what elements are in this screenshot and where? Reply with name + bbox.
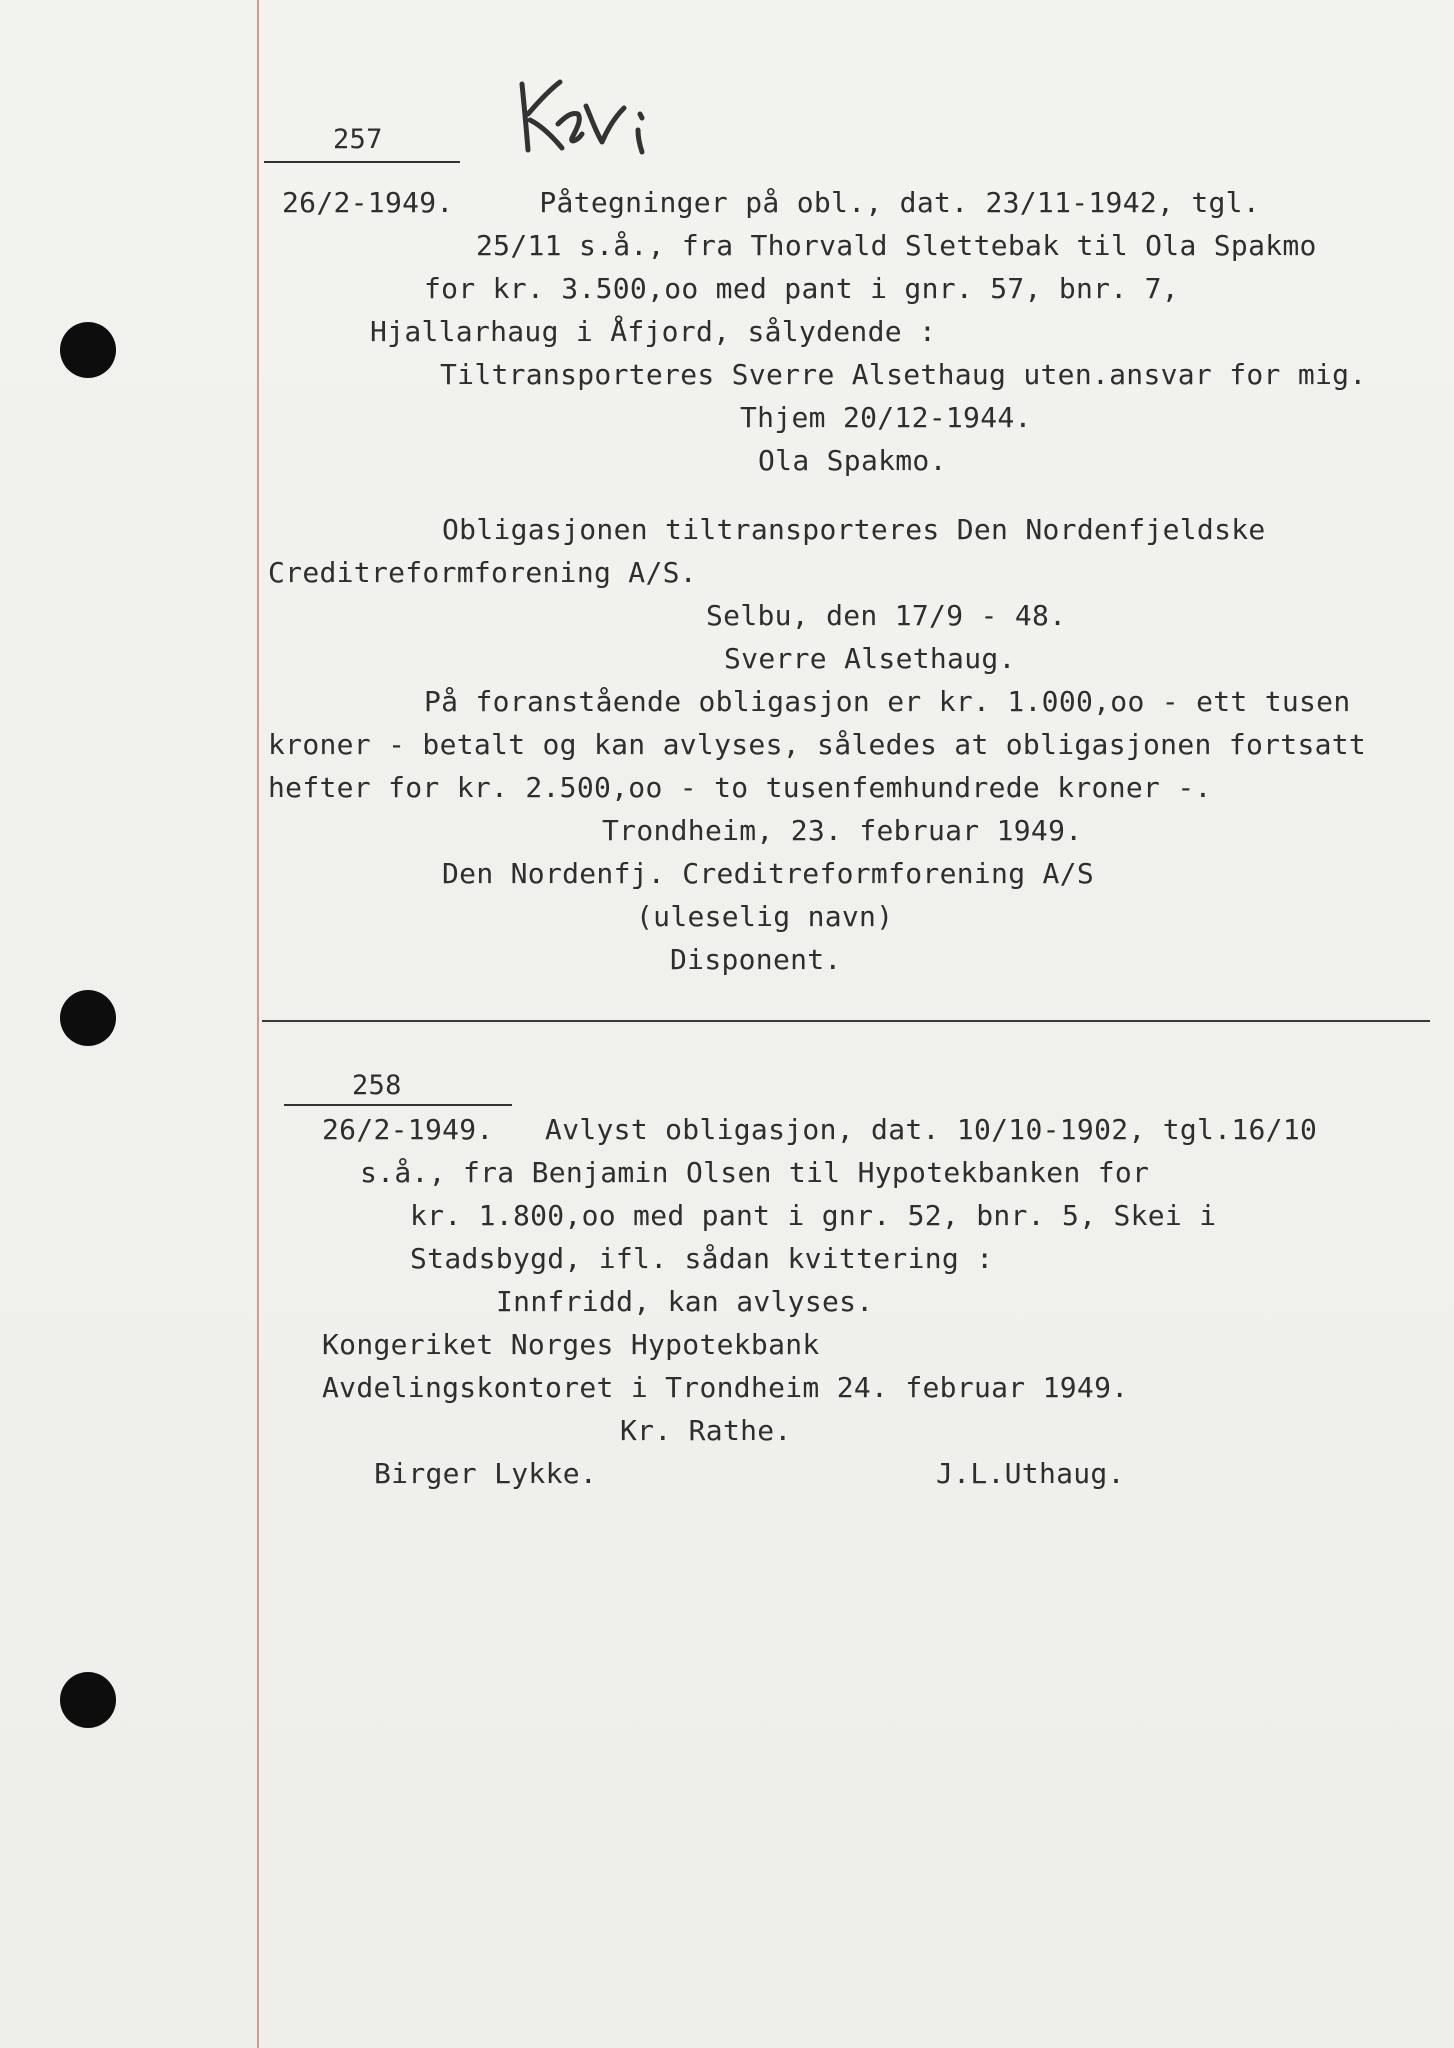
entry-257-line-3: for kr. 3.500,oo med pant i gnr. 57, bnr. 7, — [424, 272, 1179, 305]
entry-257-line-10: Selbu, den 17/9 - 48. — [706, 599, 1067, 632]
entry-257-line-14: hefter for kr. 2.500,oo - to tusenfemhundrede kroner -. — [268, 771, 1212, 804]
entry-258-line-1: 26/2-1949. Avlyst obligasjon, dat. 10/10-1902, tgl.16/10 — [322, 1113, 1318, 1146]
entry-number-underline — [264, 161, 460, 163]
entry-number-258: 258 — [352, 1070, 402, 1101]
entry-257-line-7: Ola Spakmo. — [758, 444, 947, 477]
punch-hole-top — [60, 322, 116, 378]
entry-257-line-4: Hjallarhaug i Åfjord, sålydende : — [370, 315, 937, 348]
entry-257-line-2: 25/11 s.å., fra Thorvald Slettebak til Ola Spakmo — [476, 229, 1317, 262]
entry-number-underline — [284, 1104, 512, 1106]
punch-hole-bottom — [60, 1672, 116, 1728]
entry-257-line-13: kroner - betalt og kan avlyses, således at obligasjonen fortsatt — [268, 728, 1367, 761]
entry-257-line-16: Den Nordenfj. Creditreformforening A/S — [442, 857, 1094, 890]
entry-257-line-5: Tiltransporteres Sverre Alsethaug uten.ansvar for mig. — [440, 358, 1367, 391]
entry-257-line-17: (uleselig navn) — [636, 900, 894, 933]
entry-258-line-4: Stadsbygd, ifl. sådan kvittering : — [410, 1242, 994, 1275]
entry-258-line-7: Avdelingskontoret i Trondheim 24. februar 1949. — [322, 1371, 1129, 1404]
entry-number-257: 257 — [333, 124, 383, 155]
entry-257-line-15: Trondheim, 23. februar 1949. — [602, 814, 1083, 847]
entry-258-line-2: s.å., fra Benjamin Olsen til Hypotekbanken for — [360, 1156, 1150, 1189]
entry-257-line-9: Creditreformforening A/S. — [268, 556, 697, 589]
entry-257-line-8: Obligasjonen tiltransporteres Den Nordenfjeldske — [442, 513, 1266, 546]
entry-258-line-10: J.L.Uthaug. — [936, 1457, 1125, 1490]
margin-line — [257, 0, 259, 2048]
handwritten-initials — [512, 64, 662, 164]
entry-257-line-11: Sverre Alsethaug. — [724, 642, 1016, 675]
punch-hole-middle — [60, 990, 116, 1046]
entry-258-line-3: kr. 1.800,oo med pant i gnr. 52, bnr. 5, Skei i — [410, 1199, 1217, 1232]
entry-257-line-18: Disponent. — [670, 943, 842, 976]
entry-257-line-12: På foranstående obligasjon er kr. 1.000,oo - ett tusen — [424, 685, 1351, 718]
entry-258-line-9: Birger Lykke. — [374, 1457, 598, 1490]
entry-258-line-8: Kr. Rathe. — [620, 1414, 792, 1447]
entry-258-line-6: Kongeriket Norges Hypotekbank — [322, 1328, 820, 1361]
entry-257-line-1: 26/2-1949. Påtegninger på obl., dat. 23/11-1942, tgl. — [282, 186, 1260, 219]
entry-257-line-6: Thjem 20/12-1944. — [740, 401, 1032, 434]
entry-divider — [262, 1020, 1430, 1022]
entry-258-line-5: Innfridd, kan avlyses. — [496, 1285, 874, 1318]
